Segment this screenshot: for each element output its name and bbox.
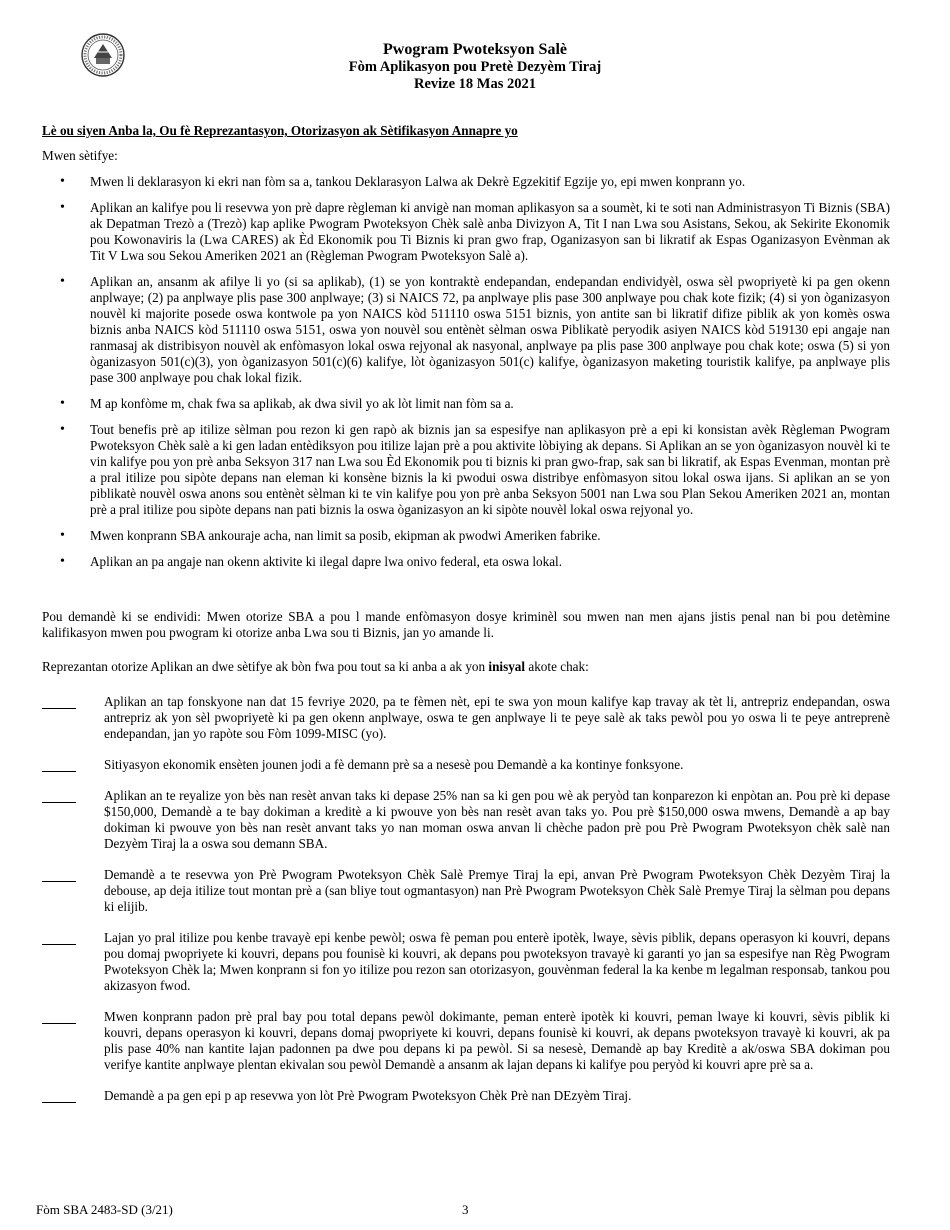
bullet-item: • Aplikan an pa angaje nan okenn aktivite ki ilegal dapre lwa onivo federal, eta oswa lokal. [60,554,563,569]
initials-field[interactable] [42,867,76,882]
form-header [250,40,700,93]
certification-item: Demandè a te resevwa yon Prè Pwogram Pwoteksyon Chèk Salè Premye Tiraj la epi, anvan Prè Pwogram Pwoteksyon Chèk Dezyèm Tiraj la debouse, ap deja itilize tout montan prè a (san bliye tout ogmantasyon) nan Prè Pwogram Pwoteksyon Chèk Salè Premye Tiraj la sèlman pou depans ki elijib. [42,867,890,915]
individual-authorization-paragraph: Pou demandè ki se endividi: Mwen otorize SBA a pou l mande enfòmasyon dosye kriminèl sou mwen nan men ajans jistis penal nan bi pou detèmine kalifikasyon mwen pou pwogram ki otorize anba Lwa sou ti Biznis, jan yo amande li. [42,609,890,640]
certification-item: Aplikan an te reyalize yon bès nan resèt anvan taks ki depase 25% nan sa ki gen pou wè ak peryòd tan konparezon ki enpòtan an. Pou prè ki depase $150,000, Demandè a te bay dokiman a kreditè a ki pwouve yon bès nan resèt avan taks yo. Pou prè $150,000 oswa mwens, Demandè a ap bay dokiman ki pwouve yon bès nan resèt anvant taks yo nan moman oswa anvan li chèche padon prè pou Prè Pwogram Pwoteksyon chèk salè nan Dezyèm Tiraj la a oswa sou demann SBA. [42,788,890,852]
certification-item: Lajan yo pral itilize pou kenbe travayè epi kenbe pewòl; oswa fè peman pou enterè ipotèk, lwaye, sèvis piblik, depans operasyon ki kouvri, depans pou domaj pwopriyete ki kouvri, depans pou founisè ki kouvri, ak depans pou pwoteksyon travayè ki garanti yo jan sa espesifye nan Règ Pwogram Pwoteksyon Chèk la; Mwen konprann si fon yo itilize pou rezon san otorizasyon, gouvènman federal la ka kenbe m legalman responsab, tankou pou akizasyon fwod. [42,930,890,994]
initials-field[interactable] [42,757,76,772]
bullet-icon: • [60,200,65,215]
certification-item: Mwen konprann padon prè pral bay pou total depans pewòl dokimante, peman enterè ipotèk ki kouvri, peman lwaye ki kouvri, sèvis piblik ki kouvri, depans operasyon ki kouvri, depans domaj pwopriyete ki kouvri, depans founisè ki kouvri, ak depans pwoteksyon travayè ki kouvri, ak pa plis pase 40% nan kantite lajan padonnen pa dwe pou depans ki pa pewòl. Si sa nesesè, Demandè ap bay Kreditè a ak/oswa SBA dokiman pou verifye kantite anplwaye plentan ekivalan sou pewòl Demandè a ansanm ak lajan depans ki kalifye pou peryòd ki kouvri apre prè sa a. [42,1009,890,1073]
certify-lead: Mwen sètifye: [42,148,118,163]
initials-field[interactable] [42,930,76,945]
initials-field[interactable] [42,788,76,803]
certification-item: Aplikan an tap fonskyone nan dat 15 fevriye 2020, pa te fèmen nèt, epi te swa yon moun kalifye kap travay ak tèt li, antrepriz endepandan, oswa antrepriz ak yon sèl pwopriyetè ki pa gen okenn anplwaye, oswa te gen anplwaye li te peye salè ak taks pewòl pou yo oswa li te peye antreprenè endepandan, jan yo rapòte sou Fòm 1099-MISC (yo). [42,694,890,742]
program-title: Pwogram Pwoteksyon Salè [383,41,567,58]
bullet-icon: • [60,396,65,411]
bullet-item: • M ap konfòme m, chak fwa sa aplikab, ak dwa sivil yo ak lòt limit nan fòm sa a. [60,396,514,411]
initials-field[interactable] [42,694,76,709]
bullet-item: • Mwen konprann SBA ankouraje acha, nan limit sa posib, ekipman ak pwodwi Ameriken fabrike. [60,528,601,543]
bullet-icon: • [60,422,65,437]
bullet-item: • Aplikan an, ansanm ak afilye li yo (si sa aplikab), (1) se yon kontraktè endepandan, endepandan endividyèl, oswa sèl pwopriyetè ki pa gen okenn anplwaye; (2) pa anplwaye plis pase 300 anplwaye; (3) si NAICS 72, pa anplwaye plis pase 300 anplwaye pou chak kote fizik; (4) si yon òganizasyon nouvèl ki majorite posede oswa kontwole pa yon NAICS kòd 511110 oswa 5151 biznis, yon antite san bi likratif difize piblik ak yon komès oswa biznis anba NAICS kòd 511110 oswa 5151, oswa yon nouvèl sou entènèt sèlman oswa Piblikatè peryodik asiyen NAICS kòd 519130 epi angaje nan ranmasaj ak distribisyon nouvèl ak enfòmasyon lokal oswa rejyonal ak nasyonal, anplwaye pa plis pase 300 anplwaye pou chak kote; oswa (5) si yon òganizasyon 501(c)(3), yon òganizasyon 501(c)(6) kalifye, lòt òganizasyon 501(c) kalifye, òganizasyon maketing touristik kalifye, pa anplwaye plis pase 300 anplwaye pou chak lokal fizik. [60,274,890,385]
initial-certifications [42,694,890,1119]
form-id: Fòm SBA 2483-SD (3/21) [36,1202,173,1217]
initials-instruction: Reprezantan otorize Aplikan an dwe sètifye ak bòn fwa pou tout sa ki anba a ak yon inisyal akote chak: [42,659,589,674]
bullet-item: • Tout benefis prè ap itilize sèlman pou rezon ki gen rapò ak biznis jan sa espesifye nan aplikasyon prè a epi ki konsistan avèk Règleman Pwogram Pwoteksyon Chèk salè a ki gen ladan entèdiksyon pou itilize lajan prè a pou aktivite lòbiying ak depans. Si Aplikan an se yon òganizasyon nouvèl ki te vin kalifye pou yon prè anba Seksyon 317 nan Lwa sou Èd Ekonomik pou ti biznis ki pran gwo-frap, sak san bi likratif, ak Espas Evenman, montan prè a pral itilize pou sipòte depans nan eleman ki konsène biznis la ki pwodui oswa distribye enfòmasyon sitou lokal oswa ijans. Si aplikan an se yon piblikatè nouvèl oswa anons sou entènèt sèlman ki te vin kalifye pou yon prè anba Seksyon 5001 nan Lwa sou Plan Sekou Ameriken 2021 an, montan prè a pral itilize pou sipòte depans nan pati biznis la oswa òganizasyon an ki sipòte nouvèl lokal oswa rejyonal yo. [60,422,890,517]
certification-item: Demandè a pa gen epi p ap resevwa yon lòt Prè Pwogram Pwoteksyon Chèk Prè nan DEzyèm Tiraj. [42,1088,890,1104]
bullet-icon: • [60,274,65,289]
bullet-icon: • [60,554,65,569]
revision-date: Revize 18 Mas 2021 [413,76,536,92]
bullet-icon: • [60,528,65,543]
page-number: 3 [462,1202,469,1217]
initials-field[interactable] [42,1088,76,1103]
initials-field[interactable] [42,1009,76,1024]
form-subtitle: Fòm Aplikasyon pou Pretè Dezyèm Tiraj [348,59,602,75]
bullet-item: • Aplikan an kalifye pou li resevwa yon prè dapre règleman ki anvigè nan moman aplikasyon sa a soumèt, ki te soti nan Administrasyon Ti Biznis (SBA) ak Depatman Trezò a (Trezò) kap aplike Pwogram Pwoteksyon Chèk salè anba Divizyon A, Tit I nan Lwa sou Asistans, Sekou, ak Sekirite Ekonomik pou Kowonaviris la (Lwa CARES) ak Èd Ekonomik pou Ti Biznis ki pran gwo frap, Oganizasyon san bi likratif ak Espas Oganizasyon Evènman ak Tit V Lwa sou Sekou Ameriken 2021 an (Règleman Pwogram Pwoteksyon Salè a). [60,200,890,263]
bullet-icon: • [60,174,65,189]
section-title: Lè ou siyen Anba la, Ou fè Reprezantasyon, Otorizasyon ak Sètifikasyon Annapre yo [42,123,518,138]
bullet-item: • Mwen li deklarasyon ki ekri nan fòm sa a, tankou Deklarasyon Lalwa ak Dekrè Egzekitif Egzije yo, epi mwen konprann yo. [60,174,746,189]
certification-item: Sitiyasyon ekonomik ensèten jounen jodi a fè demann prè sa a nesesè pou Demandè a ka kontinye fonksyone. [42,757,890,773]
certification-bullets [42,174,890,580]
sba-seal-logo [80,32,126,78]
initials-emphasis: inisyal [488,659,526,674]
